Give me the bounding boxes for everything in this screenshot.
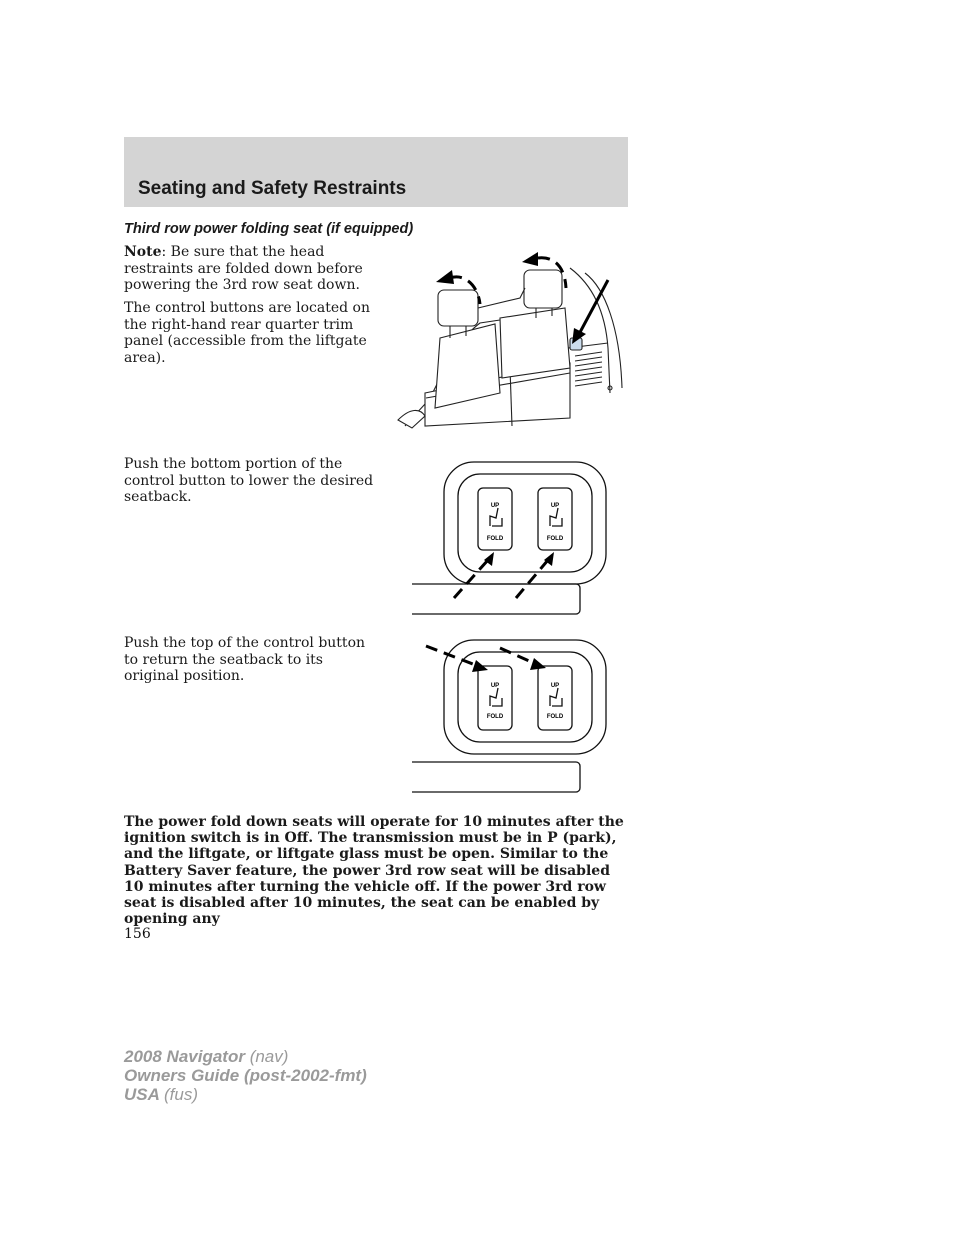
up-left-up-label: UP [490, 683, 500, 689]
up-control-illustration [410, 638, 610, 796]
up-right-up-label: UP [550, 683, 560, 689]
note-paragraph [124, 244, 374, 294]
fold-right-up-label: UP [550, 503, 560, 509]
footer-model-name: 2008 Navigator [124, 1047, 245, 1066]
footer-guide [124, 1066, 367, 1085]
seat-illustration [390, 248, 630, 434]
push-top-paragraph: Push the top of the control button to return the seatback to its original position. [124, 635, 366, 684]
page-number: 156 [124, 926, 151, 942]
up-left-fold-label: FOLD [486, 714, 504, 720]
footer-market-name: USA [124, 1085, 160, 1104]
fold-right-fold-label: FOLD [546, 536, 564, 542]
footer-guide-name: Owners Guide (post-2002-fmt) [124, 1066, 367, 1085]
fold-left-fold-label: FOLD [486, 536, 504, 542]
footer-market [124, 1085, 198, 1104]
footer-model-code: (nav) [249, 1047, 289, 1066]
footer-model [124, 1047, 288, 1066]
up-right-fold-label: FOLD [546, 714, 564, 720]
push-bottom-paragraph: Push the bottom portion of the control button to lower the desired seatback. [124, 456, 374, 505]
fold-control-illustration [410, 460, 610, 616]
fold-left-up-label: UP [490, 503, 500, 509]
note-text: : Be sure that the head restraints are folded down before powering the 3rd row seat down. [124, 244, 363, 293]
subsection-title: Third row power folding seat (if equipped) [124, 221, 414, 237]
footer-market-code: (fus) [164, 1085, 198, 1104]
section-title: Seating and Safety Restraints [138, 178, 407, 199]
warning-paragraph: The power fold down seats will operate for 10 minutes after the ignition switch is in Off. The transmission must be in P (park), and the liftgate, or liftgate glass must be open. Similar to the Battery Saver feature, the power 3rd row seat will be disabled 10 minutes after turning the vehicle off. If the power 3rd row seat is disabled after 10 minutes, the seat can be enabled by opening any [124, 814, 624, 928]
note-label: Note [124, 244, 162, 260]
controls-location-paragraph: The control buttons are located on the right-hand rear quarter trim panel (accessible from the liftgate area). [124, 300, 370, 366]
